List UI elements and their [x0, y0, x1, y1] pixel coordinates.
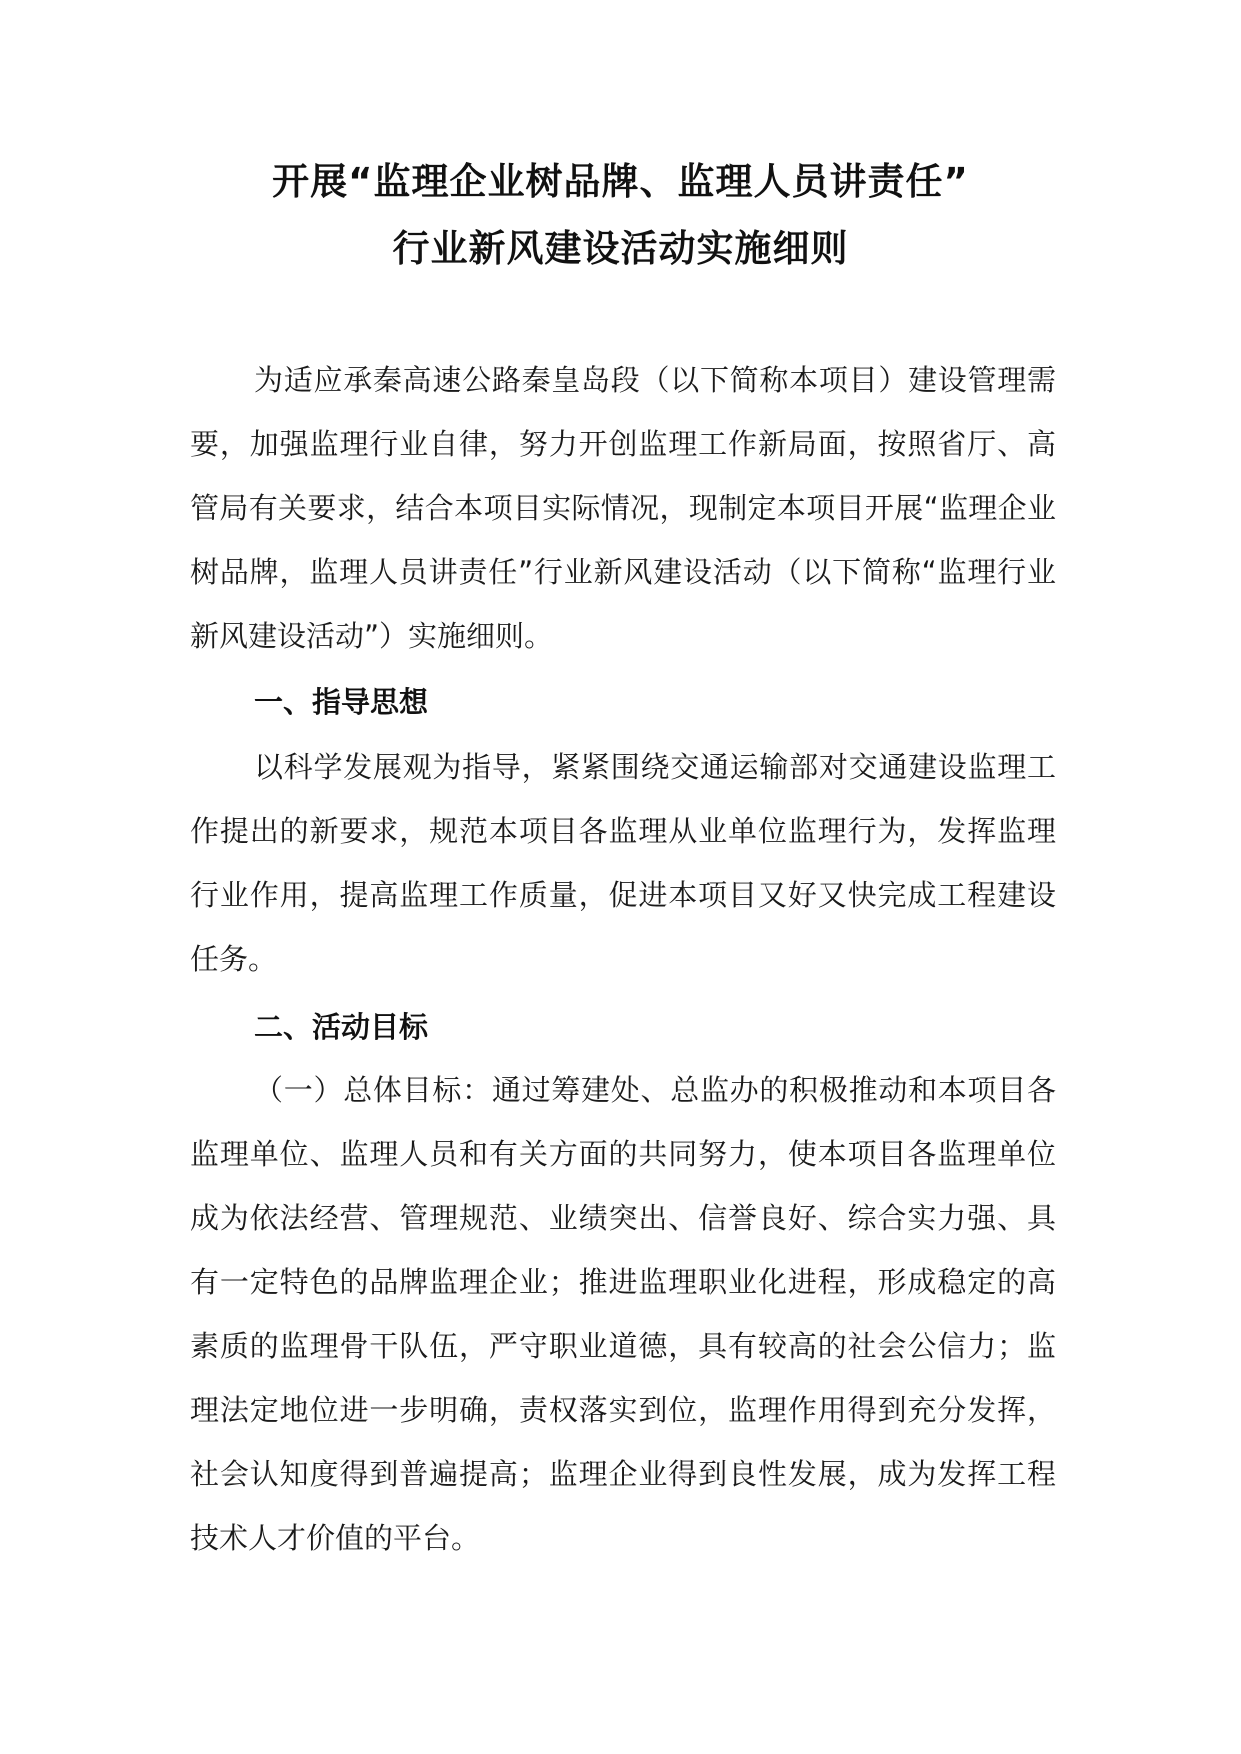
section-heading-activity-goals: 二、活动目标	[254, 1010, 429, 1044]
guiding-ideology-paragraph: 以科学发展观为指导，紧紧围绕交通运输部对交通建设监理工作提出的新要求，规范本项目各监理从业单位监理行为，发挥监理行业作用，提高监理工作质量，促进本项目又好又快完成工程建设任务。	[190, 750, 1056, 976]
section-heading-guiding-ideology: 一、指导思想	[254, 685, 429, 719]
overall-goal-paragraph: （一）总体目标：通过筹建处、总监办的积极推动和本项目各监理单位、监理人员和有关方面的共同努力，使本项目各监理单位成为依法经营、管理规范、业绩突出、信誉良好、综合实力强、具有一定特色的品牌监理企业；推进监理职业化进程，形成稳定的高素质的监理骨干队伍，严守职业道德，具有较高的社会公信力；监理法定地位进一步明确，责权落实到位，监理作用得到充分发挥，社会认知度得到普遍提高；监理企业得到良性发展，成为发挥工程技术人才价值的平台。	[190, 1073, 1056, 1555]
document-title-line-1: 开展“监理企业树品牌、监理人员讲责任”	[272, 160, 969, 203]
document-title-line-2: 行业新风建设活动实施细则	[392, 227, 849, 270]
intro-paragraph: 为适应承秦高速公路秦皇岛段（以下简称本项目）建设管理需要，加强监理行业自律，努力开创监理工作新局面，按照省厅、高管局有关要求，结合本项目实际情况，现制定本项目开展“监理企业树品牌，监理人员讲责任”行业新风建设活动（以下简称“监理行业新风建设活动”）实施细则。	[190, 363, 1056, 653]
